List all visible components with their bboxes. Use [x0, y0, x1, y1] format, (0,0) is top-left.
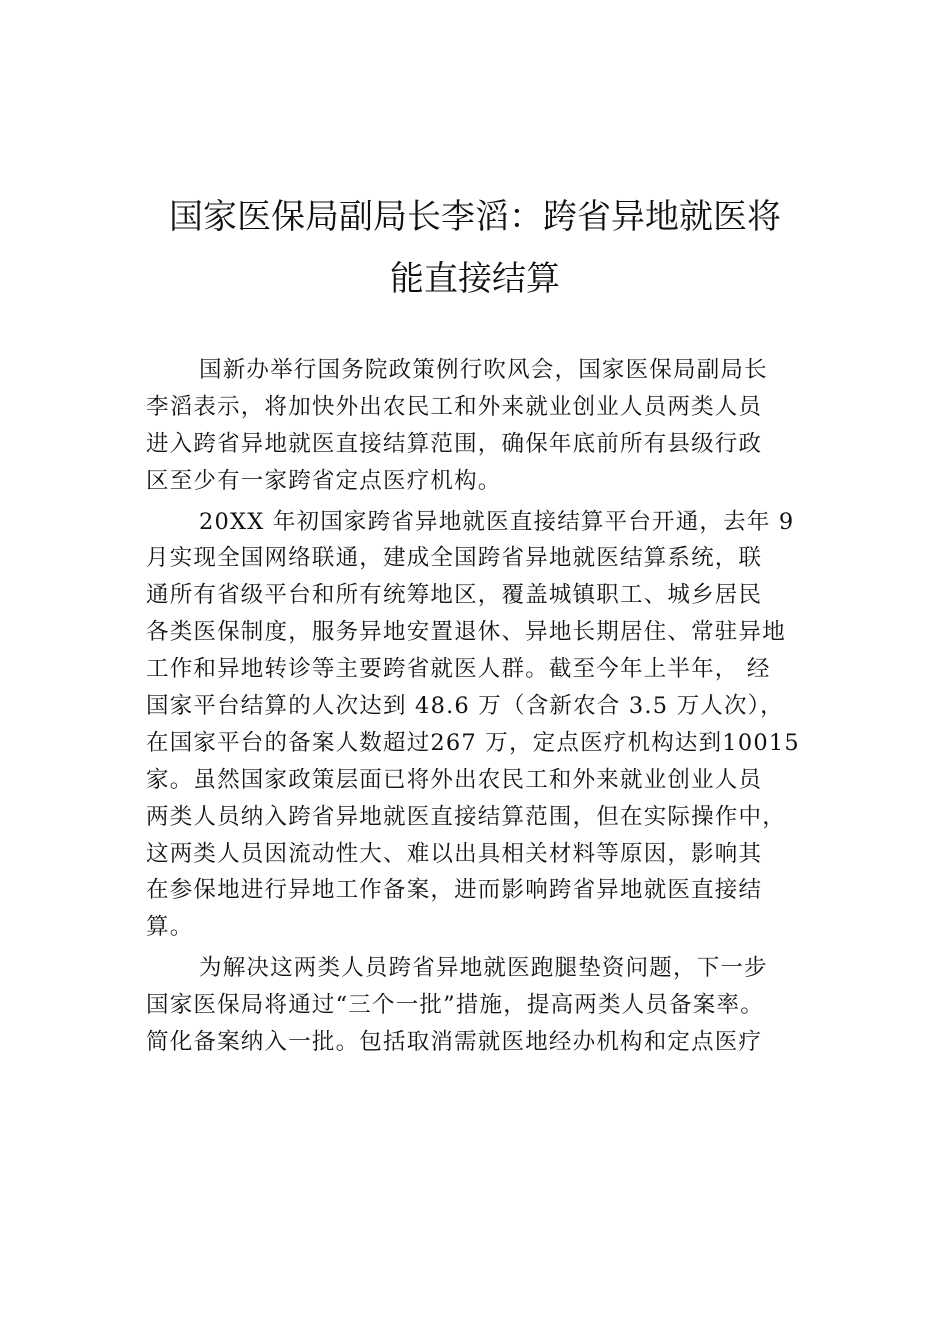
paragraph-1	[146, 352, 836, 500]
text-line: 国家医保局将通过“三个一批”措施，提高两类人员备案率。	[146, 992, 764, 1019]
text-line: 家。虽然国家政策层面已将外出农民工和外来就业创业人员	[146, 766, 763, 793]
paragraph-2	[146, 504, 836, 947]
text-line: 通所有省级平台和所有统筹地区，覆盖城镇职工、城乡居民	[146, 582, 763, 609]
text-line: 李滔表示，将加快外出农民工和外来就业创业人员两类人员	[146, 393, 763, 420]
text-line: 为解决这两类人员跨省异地就医跑腿垫资问题，下一步	[199, 955, 768, 982]
text-line: 国新办举行国务院政策例行吹风会，国家医保局副局长	[199, 357, 768, 383]
document-body	[146, 352, 836, 1061]
paragraph-3	[146, 950, 836, 1061]
text-line: 在国家平台的备案人数超过267 万，定点医疗机构达到10015	[146, 729, 800, 756]
text-line: 20XX 年初国家跨省异地就医直接结算平台开通，去年 9	[199, 508, 795, 535]
text-line: 各类医保制度，服务异地安置退休、异地长期居住、常驻异地	[146, 619, 786, 646]
text-line: 简化备案纳入一批。包括取消需就医地经办机构和定点医疗	[146, 1029, 763, 1056]
text-line: 工作和异地转诊等主要跨省就医人群。截至今年上半年， 经	[146, 656, 771, 683]
text-line: 这两类人员因流动性大、难以出具相关材料等原因，影响其	[146, 840, 763, 867]
document-title-line-2: 能直接结算	[390, 259, 560, 299]
text-line: 进入跨省异地就医直接结算范围，确保年底前所有县级行政	[146, 430, 763, 457]
document-title-line-1: 国家医保局副局长李滔：跨省异地就医将	[169, 197, 781, 237]
text-line: 在参保地进行异地工作备案，进而影响跨省异地就医直接结	[146, 877, 763, 904]
text-line: 月实现全国网络联通，建成全国跨省异地就医结算系统，联	[146, 545, 763, 572]
text-line: 区至少有一家跨省定点医疗机构。	[146, 467, 502, 494]
text-line: 算。	[146, 914, 194, 941]
text-line: 两类人员纳入跨省异地就医直接结算范围，但在实际操作中，	[146, 803, 786, 830]
text-line: 国家平台结算的人次达到 48.6 万（含新农合 3.5 万人次），	[146, 693, 784, 720]
